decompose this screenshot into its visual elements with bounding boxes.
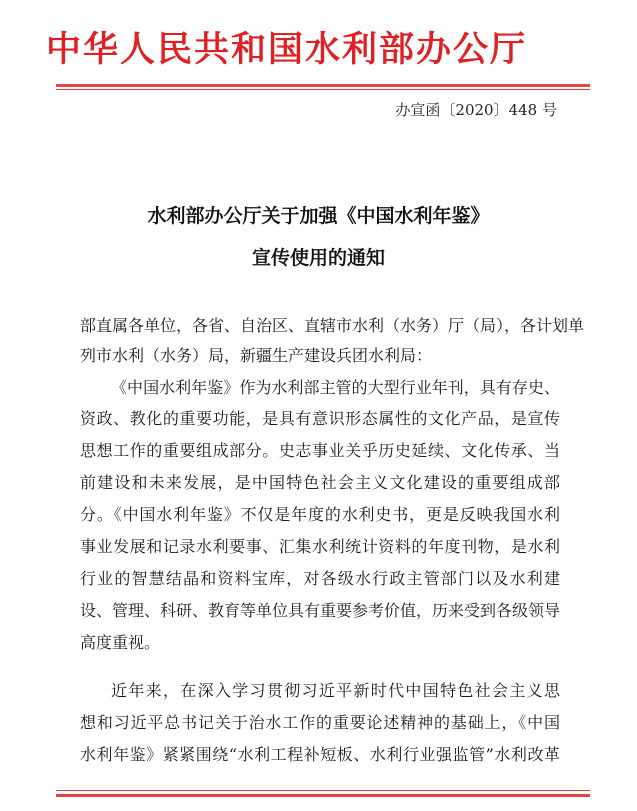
header-rule-thin <box>56 89 590 90</box>
document-title-line-1: 水利部办公厅关于加强《中国水利年鉴》 <box>147 205 490 227</box>
addressee-line: 列市水利（水务）局，新疆生产建设兵团水利局： <box>80 346 433 365</box>
document-number: 办宣函〔2020〕448 号 <box>395 101 557 119</box>
issuing-authority-header: 中华人民共和国水利部办公厅 <box>46 30 528 70</box>
paragraph-line: 分。《中国水利年鉴》不仅是年度的水利史书，更是反映我国水利 <box>80 505 560 524</box>
header-rule-thick <box>56 84 590 87</box>
paragraph-line: 资政、教化的重要功能，是具有意识形态属性的文化产品，是宣传 <box>80 409 560 428</box>
paragraph-line: 想和习近平总书记关于治水工作的重要论述精神的基础上，《中国 <box>80 713 560 732</box>
document-title-line-2: 宣传使用的通知 <box>251 247 385 269</box>
paragraph-line: 高度重视。 <box>80 633 161 652</box>
paragraph-line: 近年来，在深入学习贯彻习近平新时代中国特色社会主义思 <box>111 681 560 700</box>
paragraph-line: 前建设和未来发展，是中国特色社会主义文化建设的重要组成部 <box>80 473 560 492</box>
paragraph-line: 水利年鉴》紧紧围绕“水利工程补短板、水利行业强监管”水利改革 <box>80 745 560 764</box>
paragraph-line: 行业的智慧结晶和资料宝库，对各级水行政主管部门以及水利建 <box>80 569 560 588</box>
paragraph-line: 事业发展和记录水利要事、汇集水利统计资料的年度刊物，是水利 <box>80 537 560 556</box>
paragraph-line: 思想工作的重要组成部分。史志事业关乎历史延续、文化传承、当 <box>80 441 560 460</box>
addressee-line: 部直属各单位，各省、自治区、直辖市水利（水务）厅（局），各计划单 <box>80 316 585 335</box>
footer-rule-thin <box>56 790 590 791</box>
paragraph-line: 《中国水利年鉴》作为水利部主管的大型行业年刊，具有存史、 <box>111 378 560 397</box>
paragraph-line: 设、管理、科研、教育等单位具有重要参考价值，历来受到各级领导 <box>80 601 561 620</box>
footer-rule-thick <box>56 794 590 797</box>
